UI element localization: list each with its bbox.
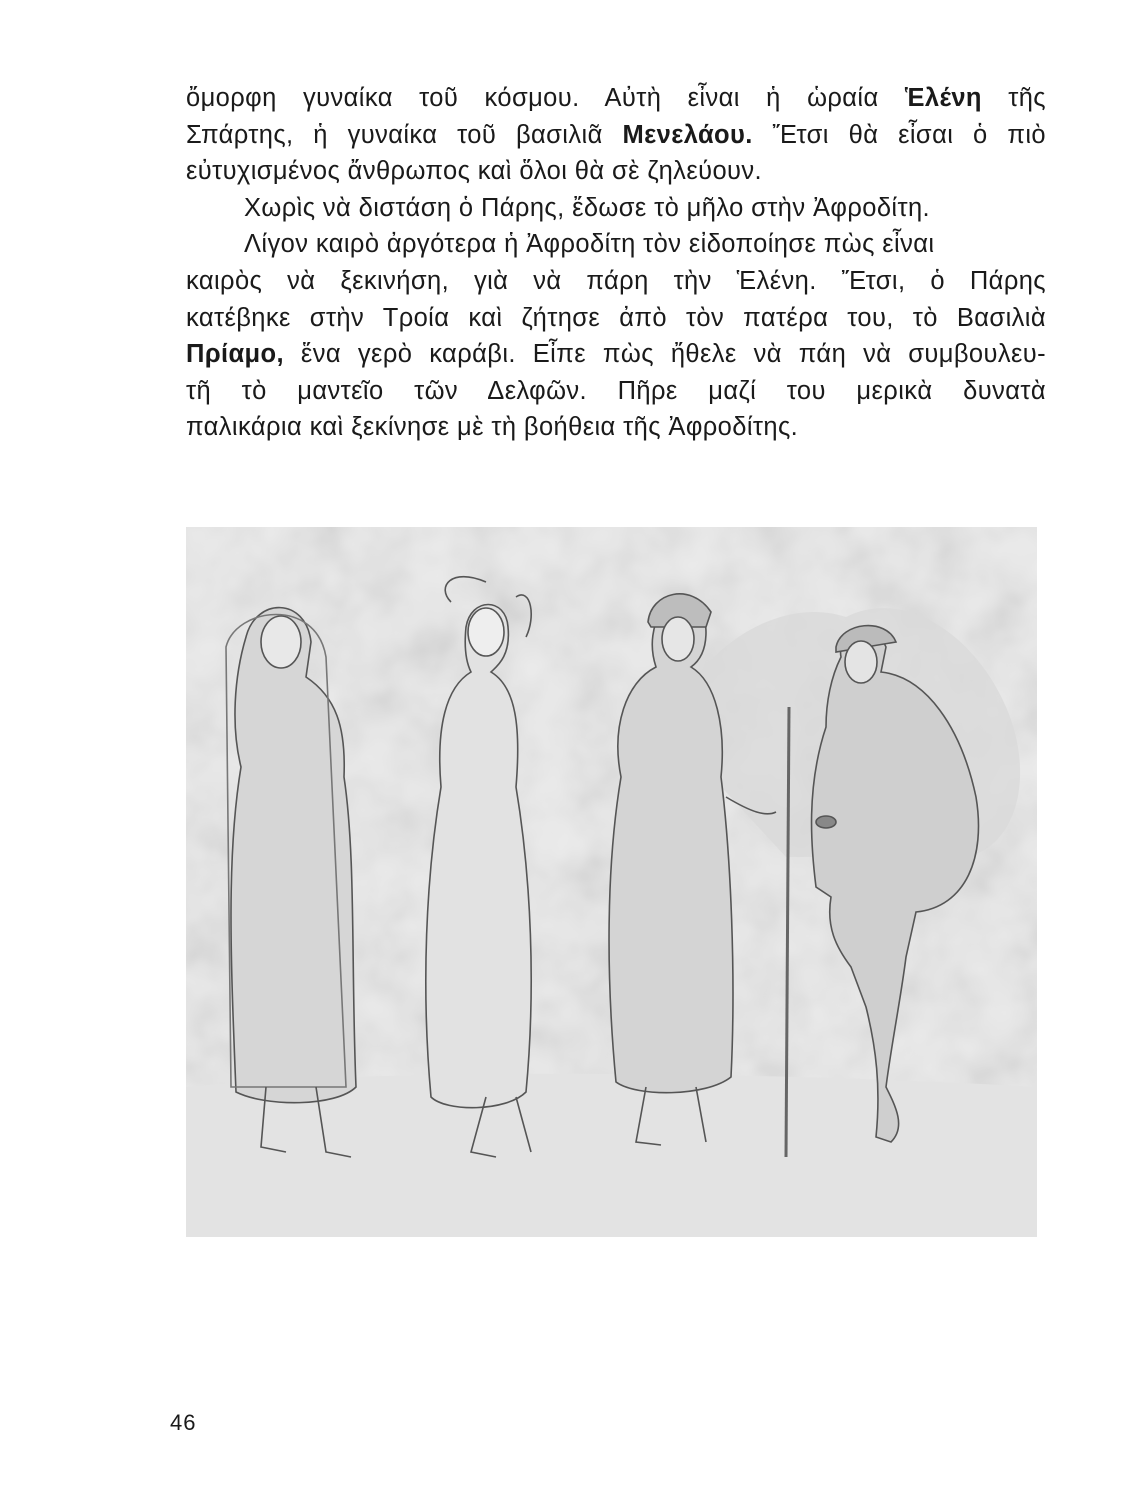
name-menelaus: Μενελάου.	[622, 120, 753, 149]
name-priam: Πρίαμο,	[186, 340, 285, 369]
page-number: 46	[170, 1410, 197, 1435]
body-text	[186, 80, 1046, 446]
text-line: Λίγον καιρὸ ἀργότερα ἡ Ἀφροδίτη τὸν εἰδοποίησε πὼς εἶναι	[244, 230, 935, 259]
text-line: Πρίαμο, ἕνα γερὸ καράβι. Εἶπε πὼς ἤθελε νὰ πάη νὰ συμβουλευ-	[186, 340, 1046, 369]
text-line: παλικάρια καὶ ξεκίνησε μὲ τὴ βοήθεια τῆς Ἀφροδίτης.	[186, 413, 799, 442]
text-line: εὐτυχισμένος ἄνθρωπος καὶ ὅλοι θὰ σὲ ζηλεύουν.	[186, 157, 763, 186]
text-line: Σπάρτης, ἡ γυναίκα τοῦ βασιλιᾶ Μενελάου. Ἔτσι θὰ εἶσαι ὁ πιὸ	[186, 120, 1046, 149]
name-helen: Ἑλένη	[904, 84, 982, 112]
text-line: καιρὸς νὰ ξεκινήση, γιὰ νὰ πάρη τὴν Ἑλένη. Ἔτσι, ὁ Πάρης	[186, 266, 1046, 295]
illustration-paris-goddesses	[186, 527, 1037, 1237]
text-line: Χωρὶς νὰ διστάση ὁ Πάρης, ἔδωσε τὸ μῆλο στὴν Ἀφροδίτη.	[244, 193, 931, 222]
text-line: τῆ τὸ μαντεῖο τῶν Δελφῶν. Πῆρε μαζί του μερικὰ δυνατὰ	[186, 376, 1046, 405]
text-line: ὄμορφη γυναίκα τοῦ κόσμου. Αὐτὴ εἶναι ἡ ὡραία Ἑλένη τῆς	[186, 84, 1046, 112]
text-line: κατέβηκε στὴν Τροία καὶ ζήτησε ἀπὸ τὸν πατέρα του, τὸ Βασιλιὰ	[186, 303, 1046, 332]
illustration-drawing	[186, 527, 1037, 1237]
